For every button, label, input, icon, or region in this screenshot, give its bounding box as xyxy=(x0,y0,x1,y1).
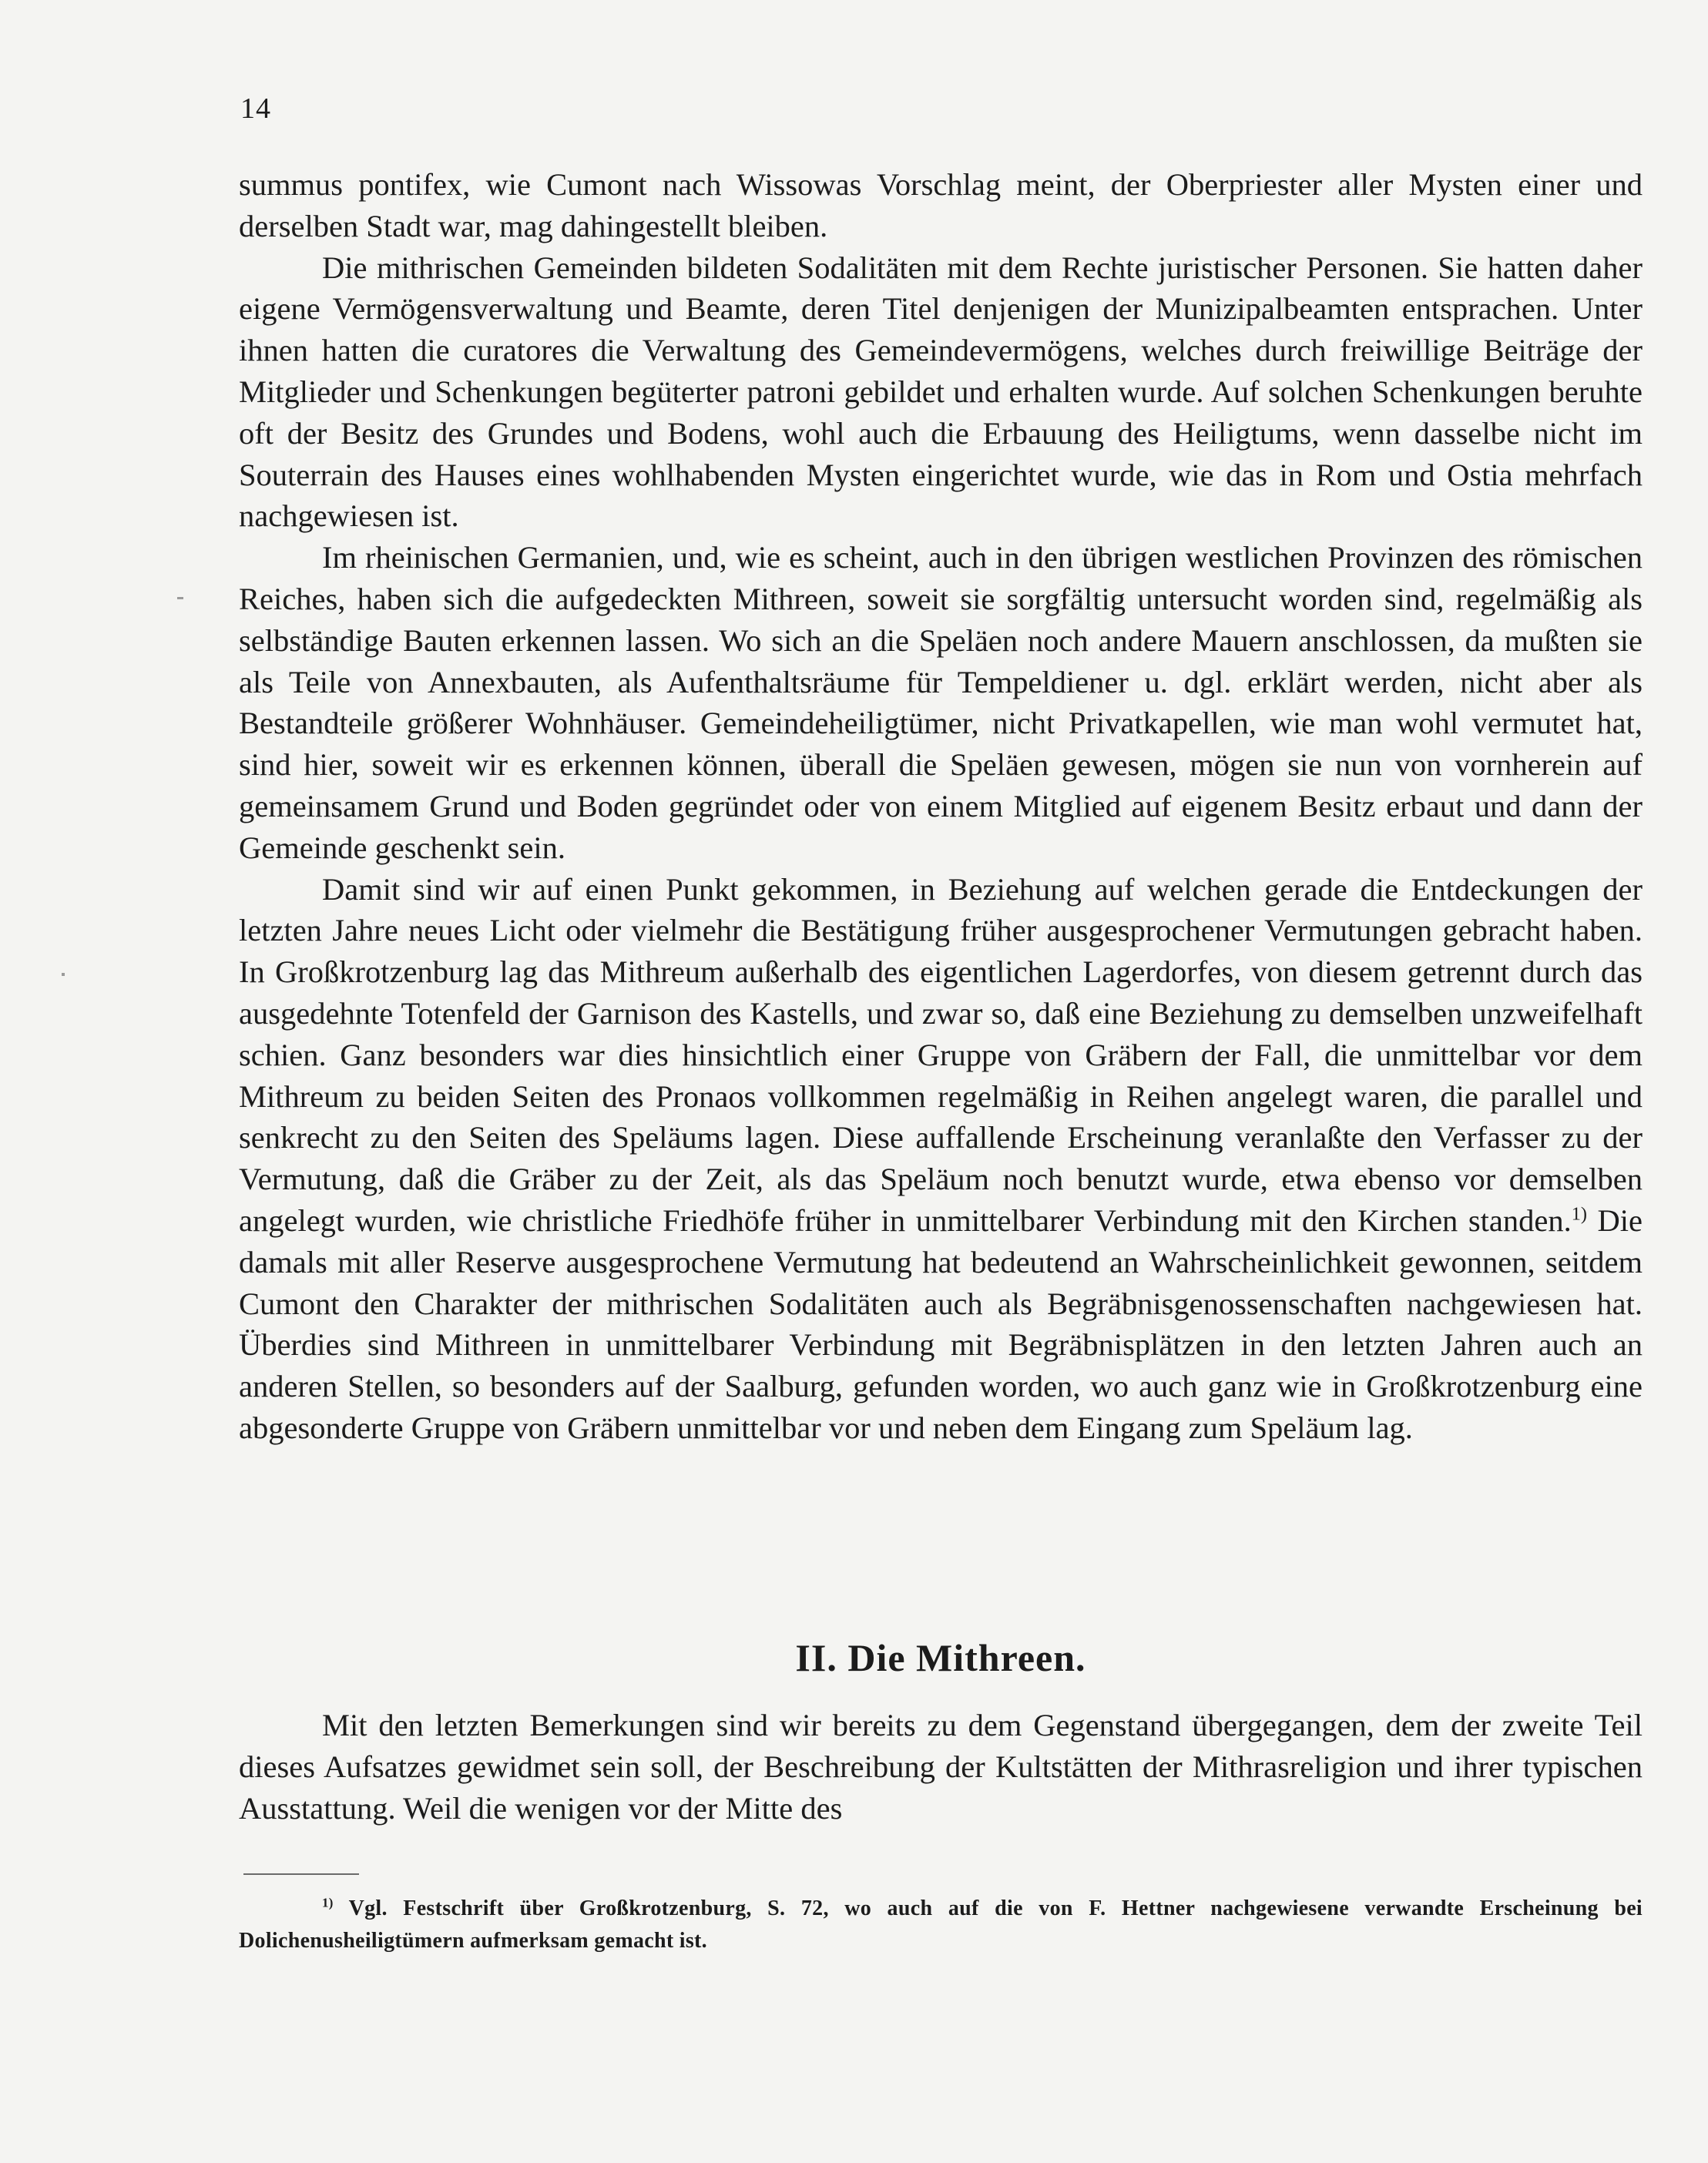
paragraph-grosskrotzenburg xyxy=(239,869,1643,1449)
footnote-reference: 1) xyxy=(1571,1203,1587,1225)
margin-speck xyxy=(177,597,183,599)
footnote xyxy=(239,1893,1643,1957)
paragraph-grosskrotzenburg-continued: Die damals mit aller Reserve ausgesprochene Vermutung hat bedeutend an Wahrscheinlichkeit gewonnen, seitdem Cumont den Charakter der mithrischen Sodalitäten auch als Begräbnisgenossenschaften nachgewiesen hat. Überdies sind Mithreen in unmittelbarer Verbindung mit Begräbnisplätzen in den letzten Jahren auch an anderen Stellen, so besonders auf der Saalburg, gefunden worden, wo auch ganz wie in Großkrotzenburg eine abgesonderte Gruppe von Gräbern unmittelbar vor und neben dem Eingang zum Speläum lag. xyxy=(239,1202,1643,1445)
body-text xyxy=(239,164,1643,1449)
paragraph-sodalities: Die mithrischen Gemeinden bildeten Sodalitäten mit dem Rechte juristischer Personen. Sie hatten daher eigene Vermögensverwaltung und Beamte, deren Titel denjenigen der Munizipalbeamten entsprachen. Unter ihnen hatten die curatores die Verwaltung des Gemeindevermögens, welches durch freiwillige Beiträge der Mitglieder und Schenkungen begüterter patroni gebildet und erhalten wurde. Auf solchen Schenkungen beruhte oft der Besitz des Grundes und Bodens, wohl auch die Erbauung des Heiligtums, wenn dasselbe nicht im Souterrain des Hauses eines wohlhabenden Mysten eingerichtet wurde, wie das in Rom und Ostia mehrfach nachgewiesen ist. xyxy=(239,250,1643,534)
footnote-text: Vgl. Festschrift über Großkrotzenburg, S. 72, wo auch auf die von F. Hettner nachgewiesene verwandte Erscheinung bei Dolichenusheiligtümern aufmerksam gemacht ist. xyxy=(239,1896,1643,1953)
margin-speck xyxy=(62,973,65,976)
paragraph-grosskrotzenburg-text: Damit sind wir auf einen Punkt gekommen, in Beziehung auf welchen gerade die Entdeckungen der letzten Jahre neues Licht oder vielmehr die Bestätigung früher ausgesprochener Vermutungen gebracht haben. In Großkrotzenburg lag das Mithreum außerhalb des eigentlichen Lagerdorfes, von diesem getrennt durch das ausgedehnte Totenfeld der Garnison des Kastells, und zwar so, daß eine Beziehung zu demselben unzweifelhaft schien. Ganz besonders war dies hinsichtlich einer Gruppe von Gräbern der Fall, die unmittelbar vor dem Mithreum zu beiden Seiten des Pronaos vollkommen regelmäßig in Reihen angelegt waren, die parallel und senkrecht zu den Seiten des Speläums lagen. Diese auffallende Erscheinung veranlaßte den Verfasser zu der Vermutung, daß die Gräber zu der Zeit, als das Speläum noch benutzt wurde, etwa ebenso vor demselben angelegt wurden, wie christliche Friedhöfe früher in unmittelbarer Verbindung mit den Kirchen standen. xyxy=(239,871,1643,1238)
page-number: 14 xyxy=(240,92,271,125)
section-title: II. Die Mithreen. xyxy=(795,1636,1086,1679)
paragraph-continuation: summus pontifex, wie Cumont nach Wissowas Vorschlag meint, der Oberpriester aller Mysten einer und derselben Stadt war, mag dahingestellt bleiben. xyxy=(239,167,1643,243)
paragraph-rhine-germania: Im rheinischen Germanien, und, wie es scheint, auch in den übrigen westlichen Provinzen des römischen Reiches, haben sich die aufgedeckten Mithreen, soweit sie sorgfältig untersucht worden sind, regelmäßig als selbständige Bauten erkennen lassen. Wo sich an die Speläen noch andere Mauern anschlossen, da mußten sie als Teile von Annexbauten, als Aufenthaltsräume für Tempeldiener u. dgl. erklärt werden, nicht aber als Bestandteile größerer Wohnhäuser. Gemeindeheiligtümer, nicht Privatkapellen, wie man wohl vermutet hat, sind hier, soweit wir es erkennen können, überall die Speläen gewesen, mögen sie nun von vornherein auf gemeinsamem Grund und Boden gegründet oder von einem Mitglied auf eigenem Besitz erbaut und dann der Gemeinde geschenkt sein. xyxy=(239,540,1643,865)
section-body xyxy=(239,1705,1643,1829)
paragraph-section-intro: Mit den letzten Bemerkungen sind wir bereits zu dem Gegenstand übergegangen, dem der zweite Teil dieses Aufsatzes gewidmet sein soll, der Beschreibung der Kultstätten der Mithrasreligion und ihrer typischen Ausstattung. Weil die wenigen vor der Mitte des xyxy=(239,1708,1643,1826)
footnote-marker: 1) xyxy=(322,1895,334,1910)
footnote-rule xyxy=(243,1873,359,1875)
